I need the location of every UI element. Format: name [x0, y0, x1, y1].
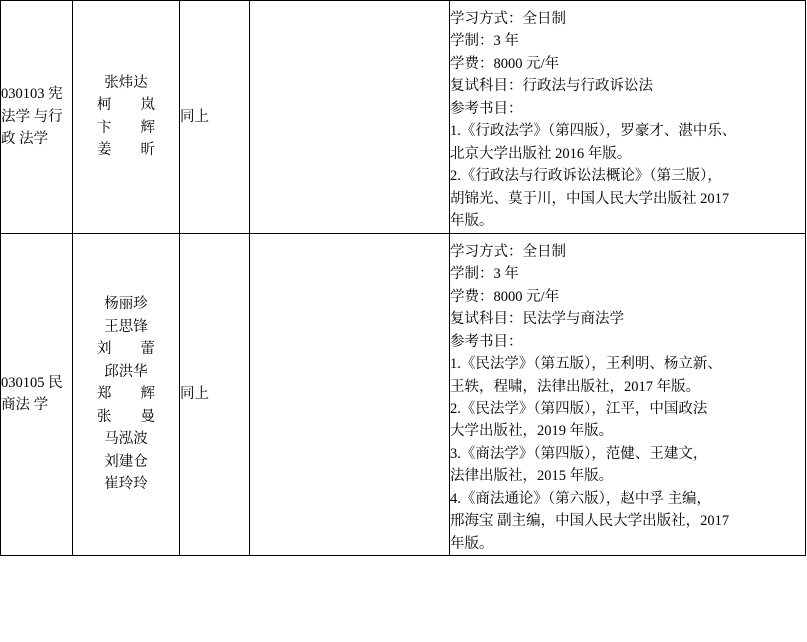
major-code-line: 民商法	[1, 375, 63, 414]
detail-line: 学费：8000 元/年	[450, 288, 560, 305]
program-detail-cell	[450, 1, 806, 234]
detail-line: 参考书目：	[450, 333, 523, 350]
major-code-line: 学	[33, 397, 49, 414]
advisor-name: 柯 岚	[97, 97, 155, 114]
advisor-name: 崔玲玲	[104, 476, 148, 493]
major-code-cell	[1, 233, 73, 556]
major-code-line: 030105	[1, 375, 45, 391]
detail-line: 2.《行政法与行政诉讼法概论》（第三版），	[450, 168, 722, 185]
major-code-line: 宪法学	[1, 86, 63, 125]
detail-line: 3.《商法学》（第四版），范健、王建文，	[450, 445, 708, 462]
advisor-name: 张 曼	[97, 408, 155, 425]
detail-line: 学制：3 年	[450, 266, 519, 283]
advisor-name: 卞 辉	[97, 119, 155, 136]
detail-line: 复试科目：民法学与商法学	[450, 311, 624, 328]
detail-line: 2.《民法学》（第四版），江平，中国政法	[450, 400, 708, 417]
advisor-name: 邱洪华	[104, 363, 148, 380]
detail-line: 学制：3 年	[450, 33, 519, 50]
remarks-cell	[250, 233, 450, 556]
advisor-name: 王思锋	[104, 318, 148, 335]
remarks-cell	[250, 1, 450, 234]
detail-line: 法律出版社，2015 年版。	[450, 468, 614, 485]
major-code-line: 030103	[1, 86, 45, 103]
detail-line: 北京大学出版社 2016 年版。	[450, 145, 632, 162]
detail-line: 王轶，程啸，法律出版社，2017 年版。	[450, 378, 701, 395]
detail-line: 参考书目：	[450, 100, 523, 117]
detail-line: 1.《行政法学》（第四版），罗豪才、湛中乐、	[450, 123, 737, 140]
detail-line: 胡锦光、莫于川，中国人民大学出版社 2017	[450, 190, 730, 207]
detail-line: 复试科目：行政法与行政诉讼法	[450, 78, 653, 95]
advisor-name: 刘建仓	[104, 453, 148, 470]
advisor-name: 张炜达	[104, 74, 148, 91]
advisor-names-cell	[73, 233, 180, 556]
detail-line: 1.《民法学》（第五版），王利明、杨立新、	[450, 356, 722, 373]
exam-subjects-cell: 同上	[180, 233, 250, 556]
advisor-names-cell	[73, 1, 180, 234]
table-row	[1, 1, 806, 234]
major-code-line: 与行政	[1, 108, 63, 148]
advisor-name: 姜 昕	[97, 142, 155, 159]
advisor-name: 杨丽珍	[104, 296, 148, 313]
detail-line: 学习方式：全日制	[450, 11, 566, 27]
program-detail-cell	[450, 233, 806, 556]
major-code-line: 法学	[19, 131, 49, 148]
table-row	[1, 233, 806, 556]
major-code-cell	[1, 1, 73, 234]
advisor-name: 马泓波	[104, 431, 148, 448]
exam-subjects-cell: 同上	[180, 1, 250, 234]
detail-line: 年版。	[450, 213, 494, 230]
detail-line: 年版。	[450, 535, 494, 552]
detail-line: 学费：8000 元/年	[450, 55, 560, 72]
detail-line: 大学出版社，2019 年版。	[450, 423, 614, 440]
detail-line: 学习方式：全日制	[450, 243, 566, 260]
advisor-name: 刘 蕾	[97, 341, 155, 358]
detail-line: 4.《商法通论》（第六版），赵中孚 主编，	[450, 490, 711, 507]
detail-line: 邢海宝 副主编，中国人民大学出版社，2017	[450, 513, 730, 530]
advisor-name: 郑 辉	[97, 386, 155, 403]
